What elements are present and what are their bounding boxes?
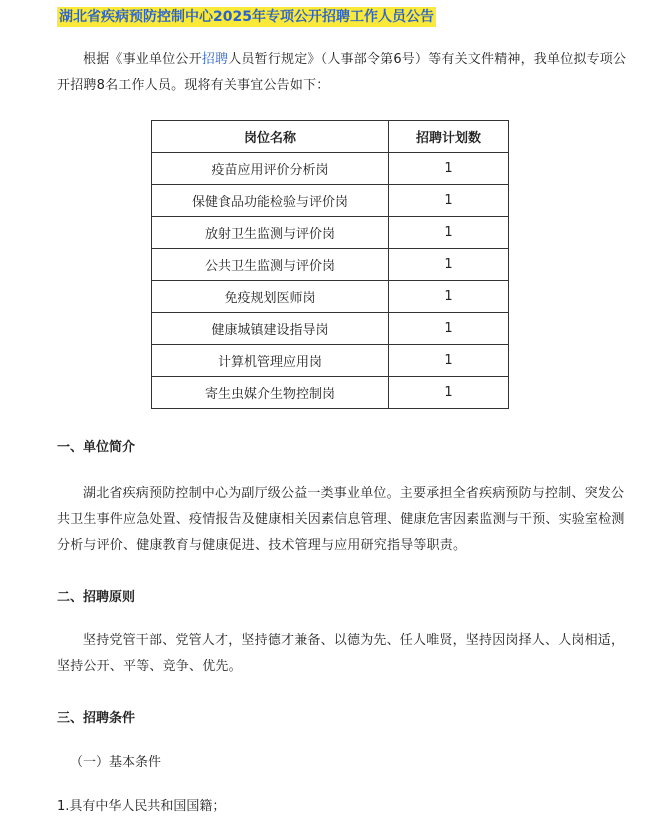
recruit-link[interactable]: 招聘 <box>201 52 229 67</box>
table-header-row <box>152 121 509 153</box>
basic-conditions-subheading: （一）基本条件 <box>70 755 162 770</box>
positions-table <box>151 120 509 409</box>
plan-count-cell: 1 <box>389 185 509 217</box>
plan-count-cell: 1 <box>389 153 509 185</box>
header-plan-count: 招聘计划数 <box>389 121 509 153</box>
table-row <box>152 249 509 281</box>
post-name-cell: 疫苗应用评价分析岗 <box>152 153 389 185</box>
plan-count-cell: 1 <box>389 345 509 377</box>
intro-text-before: 根据《事业单位公开 <box>83 52 202 67</box>
plan-count-cell: 1 <box>389 249 509 281</box>
post-name-cell: 免疫规划医师岗 <box>152 281 389 313</box>
plan-count-cell: 1 <box>389 377 509 409</box>
table-row <box>152 185 509 217</box>
plan-count-cell: 1 <box>389 217 509 249</box>
table-row <box>152 281 509 313</box>
header-post-name: 岗位名称 <box>152 121 389 153</box>
intro-paragraph <box>57 47 637 99</box>
condition-item-1: 1.具有中华人民共和国国籍； <box>57 799 226 814</box>
table-row <box>152 313 509 345</box>
plan-count-cell: 1 <box>389 313 509 345</box>
section-1-paragraph <box>57 481 637 559</box>
post-name-cell: 保健食品功能检验与评价岗 <box>152 185 389 217</box>
table-row <box>152 345 509 377</box>
section-2-paragraph <box>57 628 637 680</box>
section-2-heading: 二、招聘原则 <box>57 590 136 605</box>
title-wrap <box>57 6 436 28</box>
post-name-cell: 计算机管理应用岗 <box>152 345 389 377</box>
section-1-text: 湖北省疾病预防控制中心为副厅级公益一类事业单位。主要承担全省疾病预防与控制、突发公共卫生事件应急处置、疫情报告及健康相关因素信息管理、健康危害因素监测与干预、实验室检测分析与评价、健康教育与健康促进、技术管理与应用研究指导等职责。 <box>57 486 625 553</box>
table-row <box>152 377 509 409</box>
post-name-cell: 健康城镇建设指导岗 <box>152 313 389 345</box>
intro-text-after: 人员暂行规定》（人事部令第6号）等有关文件精神，我单位拟专项公开招聘8名工作人员。现将有关事宜公告如下： <box>57 52 627 93</box>
page-title: 湖北省疾病预防控制中心2025年专项公开招聘工作人员公告 <box>59 9 434 25</box>
post-name-cell: 公共卫生监测与评价岗 <box>152 249 389 281</box>
post-name-cell: 放射卫生监测与评价岗 <box>152 217 389 249</box>
post-name-cell: 寄生虫媒介生物控制岗 <box>152 377 389 409</box>
section-1-heading: 一、单位简介 <box>57 440 136 455</box>
table-row <box>152 153 509 185</box>
section-3-heading: 三、招聘条件 <box>57 711 136 726</box>
plan-count-cell: 1 <box>389 281 509 313</box>
table-row <box>152 217 509 249</box>
section-2-text: 坚持党管干部、党管人才，坚持德才兼备、以德为先、任人唯贤，坚持因岗择人、人岗相适，坚持公开、平等、竞争、优先。 <box>57 633 625 674</box>
